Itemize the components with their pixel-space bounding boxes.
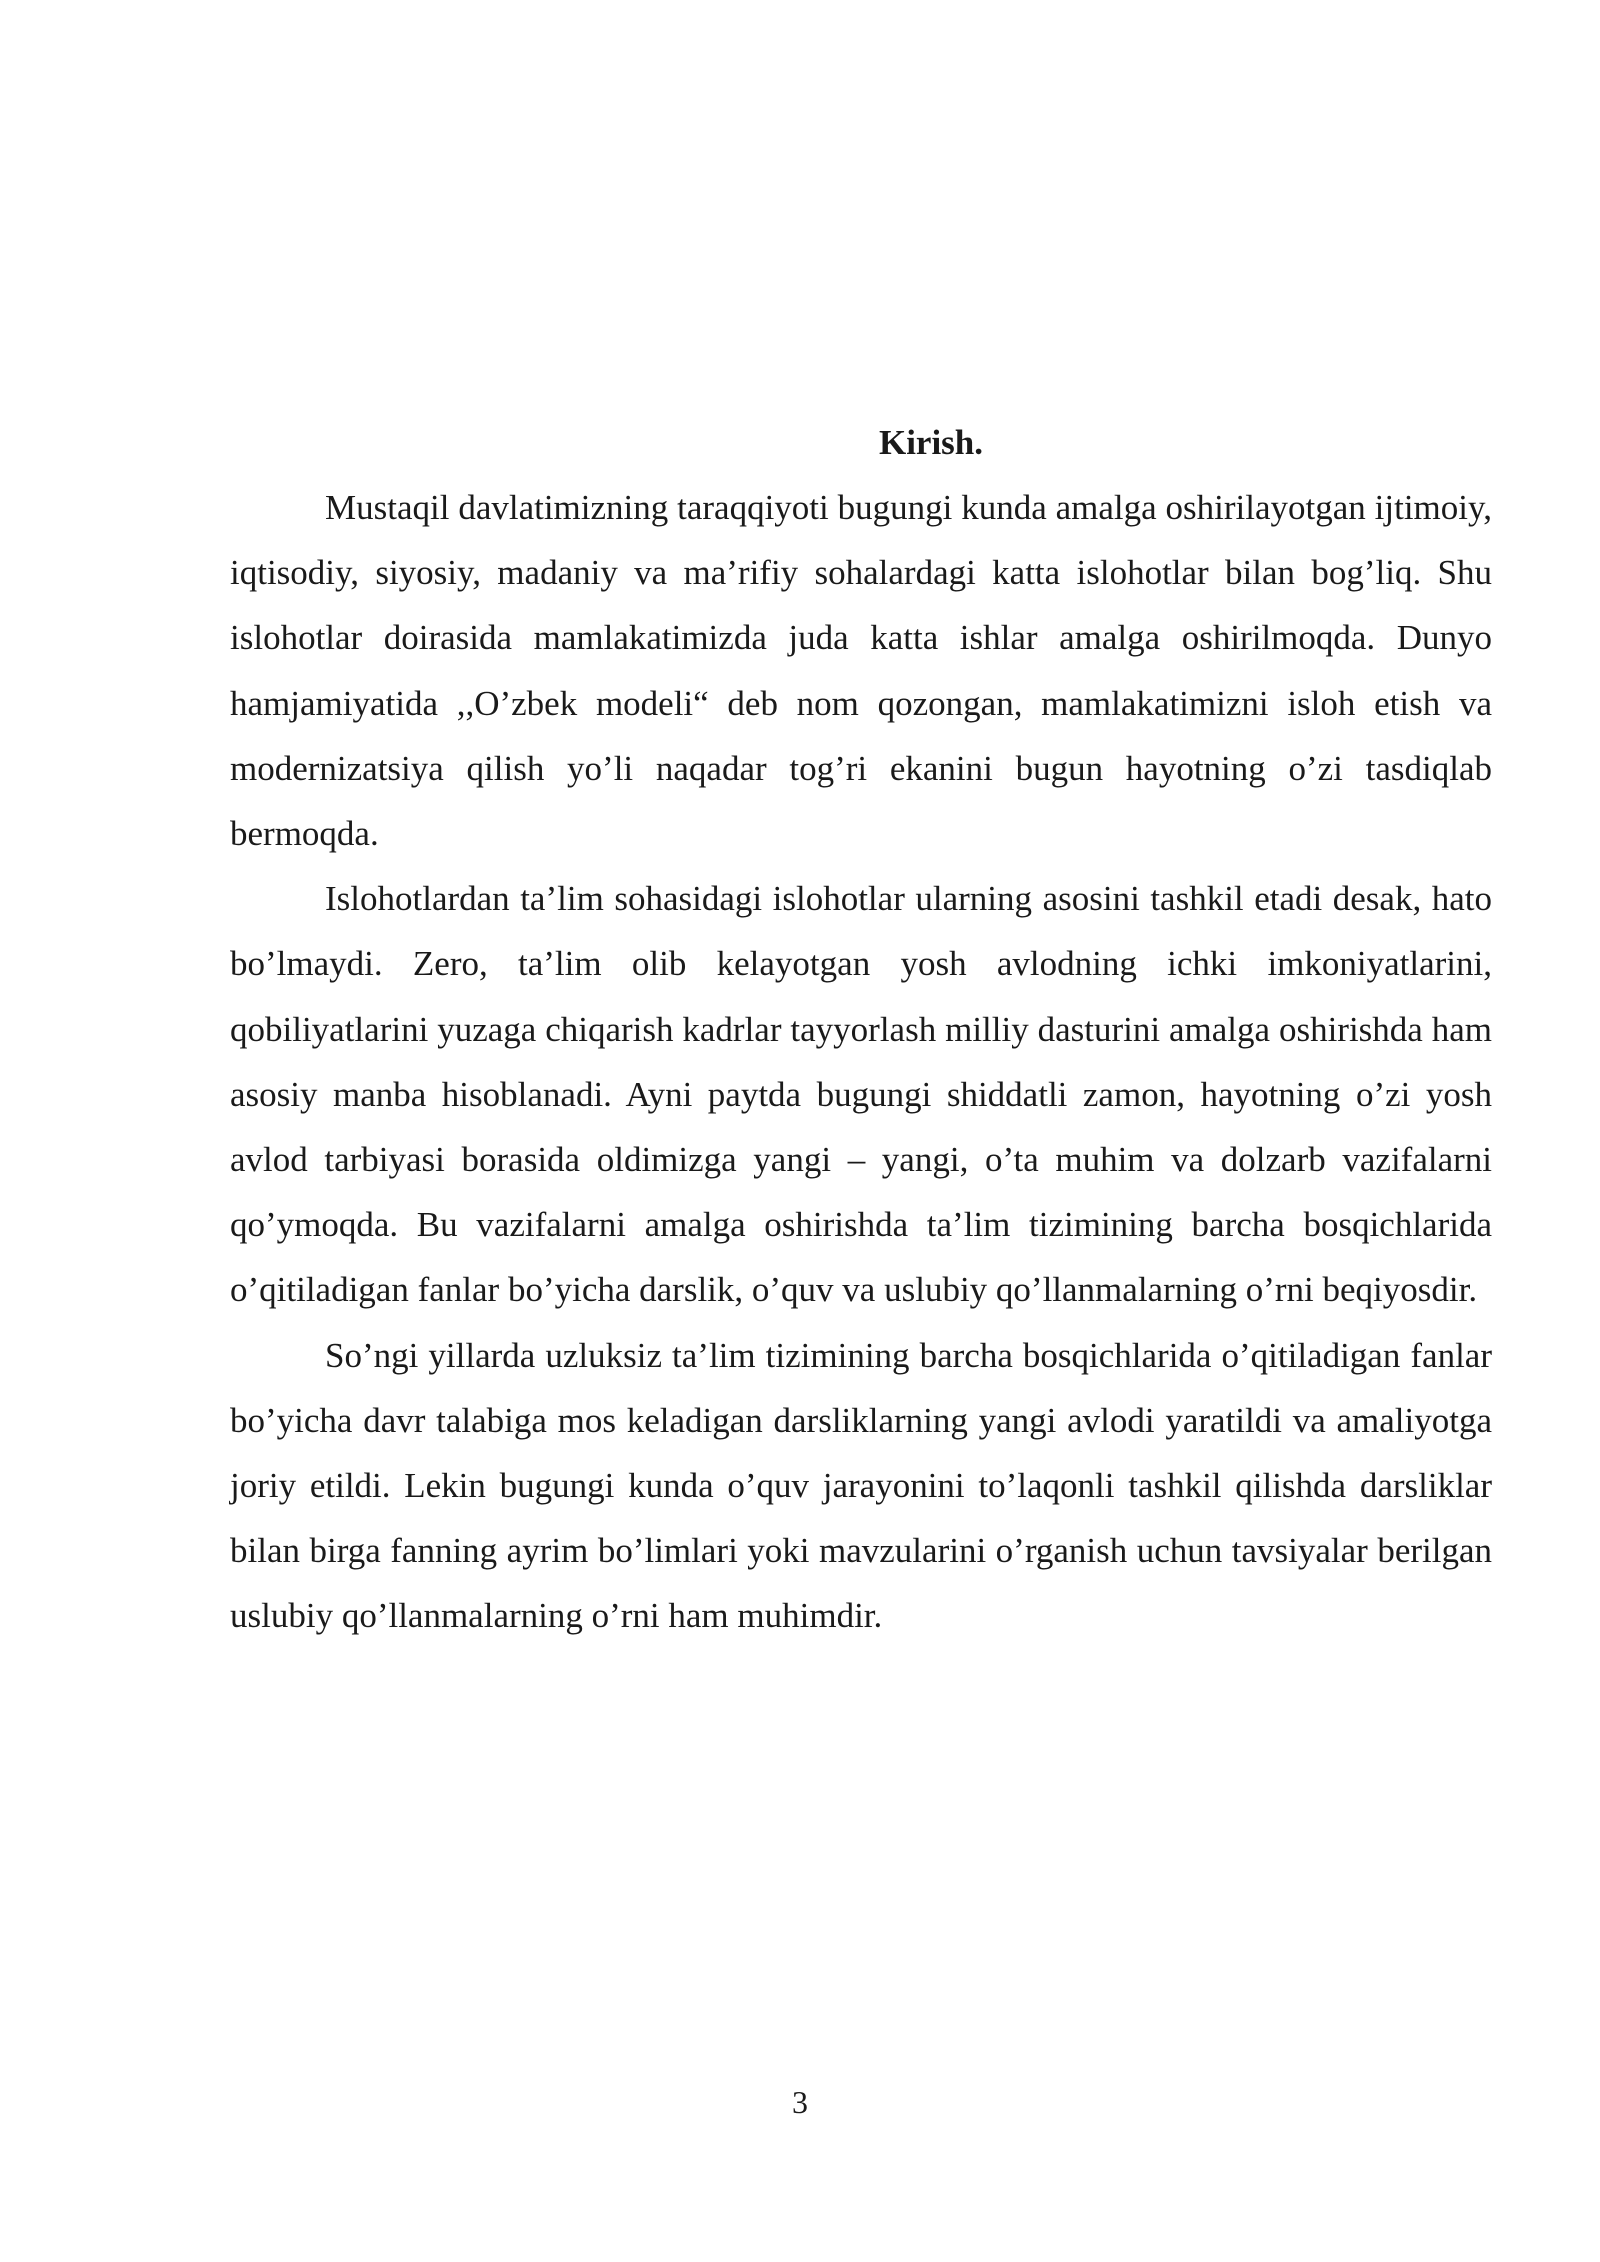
page-number: 3 xyxy=(792,2084,808,2120)
paragraph-1: Mustaqil davlatimizning taraqqiyoti bugungi kunda amalga oshirilayotgan ijtimoiy, iqtisodiy, siyosiy, madaniy va ma’rifiy sohalardagi katta islohotlar bilan bog’liq. Shu islohotlar doirasida mamlakatimizda juda katta ishlar amalga oshirilmoqda. Dunyo hamjamiyatida ,,O’zbek modeli“ deb nom qozongan, mamlakatimizni isloh etish va modernizatsiya qilish yo’li naqadar tog’ri ekanini bugun hayotning o’zi tasdiqlab bermoqda. xyxy=(230,488,1492,854)
section-heading: Kirish. xyxy=(878,423,984,462)
paragraph-3: So’ngi yillarda uzluksiz ta’lim tizimining barcha bosqichlarida o’qitiladigan fanlar bo’yicha davr talabiga mos keladigan darsliklarning yangi avlodi yaratildi va amaliyotga joriy etildi. Lekin bugungi kunda o’quv jarayonini to’laqonli tashkil qilishda darsliklar bilan birga fanning ayrim bo’limlari yoki mavzularini o’rganish uchun tavsiyalar berilgan uslubiy qo’llanmalarning o’rni ham muhimdir. xyxy=(230,1335,1492,1636)
document-body xyxy=(230,410,1492,1649)
paragraph-2: Islohotlardan ta’lim sohasidagi islohotlar ularning asosini tashkil etadi desak, hato bo’lmaydi. Zero, ta’lim olib kelayotgan yosh avlodning ichki imkoniyatlarini, qobiliyatlarini yuzaga chiqarish kadrlar tayyorlash milliy dasturini amalga oshirishda ham asosiy manba hisoblanadi. Ayni paytda bugungi shiddatli zamon, hayotning o’zi yosh avlod tarbiyasi borasida oldimizga yangi – yangi, o’ta muhim va dolzarb vazifalarni qo’ymoqda. Bu vazifalarni amalga oshirishda ta’lim tizimining barcha bosqichlarida o’qitiladigan fanlar bo’yicha darslik, o’quv va uslubiy qo’llanmalarning o’rni beqiyosdir. xyxy=(230,879,1492,1310)
